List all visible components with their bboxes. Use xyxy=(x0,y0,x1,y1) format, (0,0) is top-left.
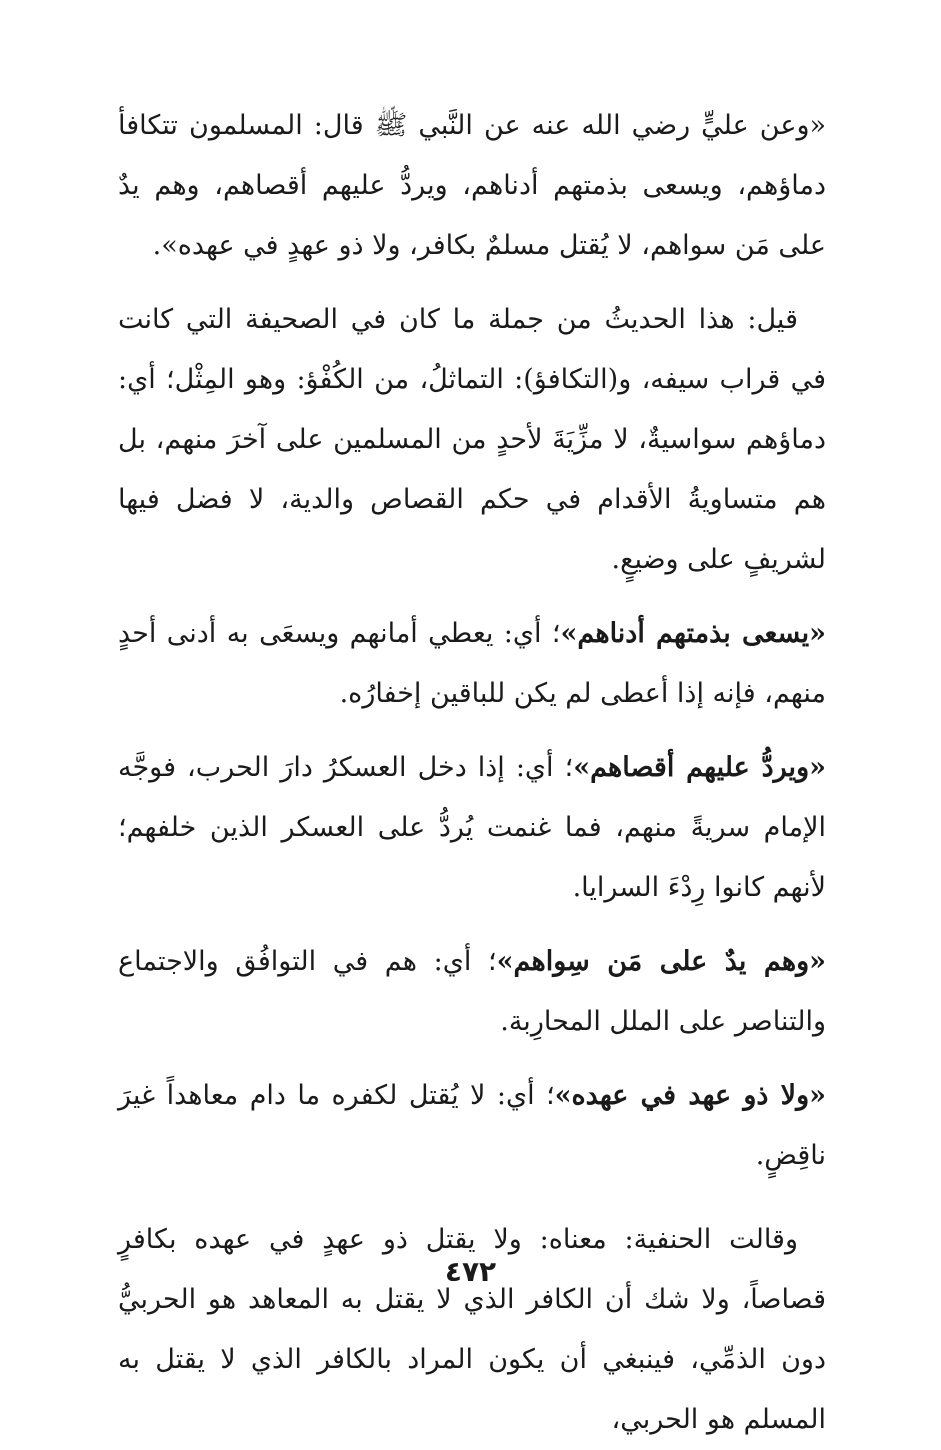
commentary-paragraph xyxy=(118,290,826,590)
explained-phrase: «ولا ذو عهد في عهده» xyxy=(554,1080,826,1111)
explained-phrase: «وهم يدٌ على مَن سِواهم» xyxy=(496,946,826,977)
explanation-text: ؛ أي: هم في التوافُق والاجتماع والتناصر على الملل المحارِبة. xyxy=(118,946,826,1037)
body-text xyxy=(118,96,826,1450)
explained-phrase: «يسعى بذمتهم أدناهم» xyxy=(560,618,826,649)
explanation-paragraph-1 xyxy=(118,604,826,724)
explanation-paragraph-4 xyxy=(118,1066,826,1186)
explained-phrase: «ويردُّ عليهم أقصاهم» xyxy=(573,752,826,783)
explanation-paragraph-3 xyxy=(118,932,826,1052)
explanation-text: ؛ أي: يعطي أمانهم ويسعَى به أدنى أحدٍ منهم، فإنه إذا أعطى لم يكن للباقين إخفارُه. xyxy=(118,618,826,709)
explanation-paragraph-2 xyxy=(118,738,826,918)
explanation-text: ؛ أي: لا يُقتل لكفره ما دام معاهداً غيرَ ناقِضٍ. xyxy=(118,1080,826,1171)
hadith-text: «وعن عليٍّ رضي الله عنه عن النَّبي ﷺ قال: المسلمون تتكافأ دماؤهم، ويسعى بذمتهم أدناهم، ويردُّ عليهم أقصاهم، وهم يدٌ على مَن سواهم، لا يُقتل مسلمٌ بكافر، ولا ذو عهدٍ في عهده». xyxy=(118,110,826,261)
hanafi-text: وقالت الحنفية: معناه: ولا يقتل ذو عهدٍ في عهده بكافرٍ قصاصاً، ولا شك أن الكافر الذي لا يقتل به المعاهد هو الحربيُّ دون الذمِّي، فينبغي أن يكون المراد بالكافر الذي لا يقتل به المسلم هو الحربي، xyxy=(118,1224,826,1435)
page-number: ٤٧٢ xyxy=(444,1255,497,1288)
hanafi-paragraph xyxy=(118,1210,826,1450)
hadith-paragraph xyxy=(118,96,826,276)
commentary-text: قيل: هذا الحديثُ من جملة ما كان في الصحيفة التي كانت في قراب سيفه، و(التكافؤ): التماثلُ، من الكُفْؤ: وهو المِثْل؛ أي: دماؤهم سواسيةٌ، لا مزِّيَةَ لأحدٍ من المسلمين على آخرَ منهم، بل هم متساويةُ الأقدام في حكم القصاص والدية، لا فضل فيها لشريفٍ على وضيعٍ. xyxy=(118,304,826,575)
explanation-text: ؛ أي: إذا دخل العسكرُ دارَ الحرب، فوجَّه الإمام سريةً منهم، فما غنمت يُردُّ على العسكر الذين خلفهم؛ لأنهم كانوا رِدْءَ السرايا. xyxy=(118,752,826,903)
